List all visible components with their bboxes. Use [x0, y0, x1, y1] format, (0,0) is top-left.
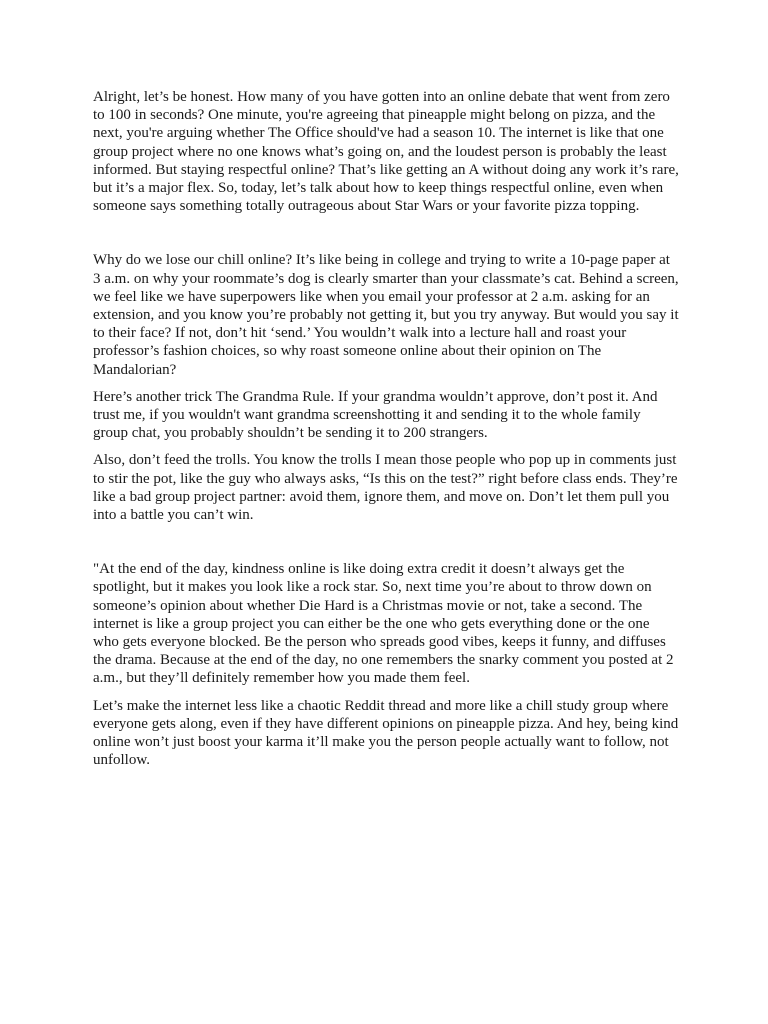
paragraph-why-lose-chill: Why do we lose our chill online? It’s like being in college and trying to write a 10-page paper at 3 a.m. on why your roommate’s dog is clearly smarter than your classmate’s cat. Behind a screen, we feel like we have superpowers like when you email your professor at 2 a.m. asking for an extension, and you know you’re probably not getting it, but you try anyway. But would you say it to their face? If not, don’t hit ‘send.’ You wouldn’t walk into a lecture hall and roast your professor’s fashion choices, so why roast someone online about their opinion on The Mandalorian?	[93, 252, 679, 378]
document-page	[93, 88, 679, 770]
paragraph-trolls: Also, don’t feed the trolls. You know the trolls I mean those people who pop up in comments just to stir the pot, like the guy who always asks, “Is this on the test?” right before class ends. They’re like a bad group project partner: avoid them, ignore them, and move on. Don’t let them pull you into a battle you can’t win.	[93, 452, 678, 524]
paragraph-intro: Alright, let’s be honest. How many of you have gotten into an online debate that went from zero to 100 in seconds? One minute, you're agreeing that pineapple might belong on pizza, and the next, you're arguing whether The Office should've had a season 10. The internet is like that one group project where no one knows what’s going on, and the loudest person is probably the least informed. But staying respectful online? That’s like getting an A without doing any work it’s rare, but it’s a major flex. So, today, let’s talk about how to keep things respectful online, even when someone says something totally outrageous about Star Wars or your favorite pizza topping.	[93, 89, 679, 215]
paragraph-conclusion: Let’s make the internet less like a chaotic Reddit thread and more like a chill study group where everyone gets along, even if they have different opinions on pineapple pizza. And hey, being kind online won’t just boost your karma it’ll make you the person people actually want to follow, not unfollow.	[93, 697, 679, 769]
paragraph-kindness: "At the end of the day, kindness online is like doing extra credit it doesn’t always get the spotlight, but it makes you look like a rock star. So, next time you’re about to throw down on someone’s opinion about whether Die Hard is a Christmas movie or not, take a second. The internet is like a group project you can either be the one who gets everything done or the one who gets everyone blocked. Be the person who spreads good vibes, keeps it funny, and diffuses the drama. Because at the end of the day, no one remembers the snarky comment you posted at 2 a.m., but they’ll definitely remember how you made them feel.	[93, 561, 674, 687]
paragraph-grandma-rule: Here’s another trick The Grandma Rule. If your grandma wouldn’t approve, don’t post it. And trust me, if you wouldn't want grandma screenshotting it and sending it to the whole family group chat, you probably shouldn’t be sending it to 200 strangers.	[93, 388, 658, 442]
